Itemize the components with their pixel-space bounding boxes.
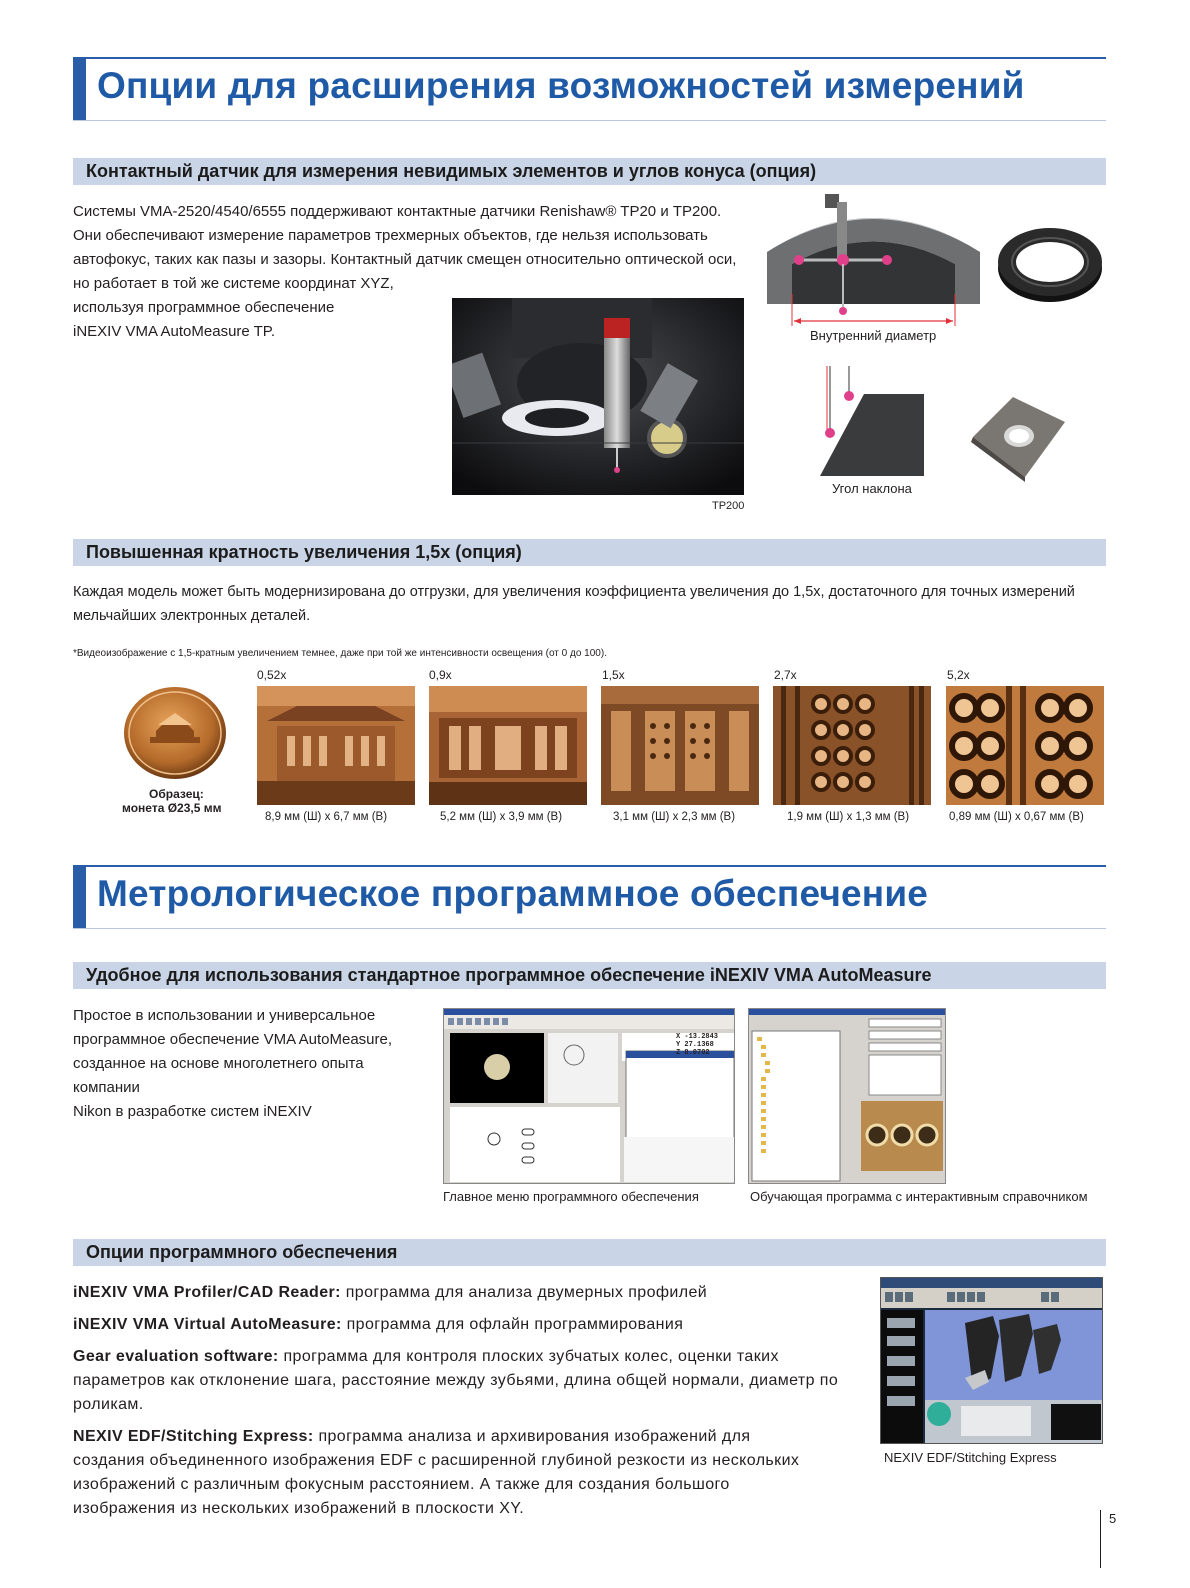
automeasure-line: созданное на основе многолетнего опыта компании xyxy=(73,1055,364,1096)
subheading-software-options xyxy=(73,1239,1106,1266)
seal-ring-photo xyxy=(995,220,1105,305)
magnified-image-15x xyxy=(601,686,759,805)
subheading-automeasure xyxy=(73,962,1106,989)
probe-line: но работает в той же системе координат XYZ, xyxy=(73,275,394,292)
option-text: программа для анализа двумерных профилей xyxy=(340,1284,708,1301)
zoom-line: Каждая модель может быть модернизирована до отгрузки, для увеличения коэффициента увеличения до 1,5x, достаточного для точных измерений xyxy=(73,584,1075,600)
readout-z-label: Z xyxy=(676,1049,681,1057)
mag-label: 5,2x xyxy=(947,668,970,682)
mag-dimension: 8,9 мм (Ш) x 6,7 мм (В) xyxy=(265,811,388,823)
main-menu-caption: Главное меню программного обеспечения xyxy=(443,1189,699,1204)
option-text: программа для контроля плоских зубчатых колес, оценки таких параметров как отклонение шага, расстояние между зубьями, длина общей нормали, диаметр по роликам. xyxy=(73,1348,839,1413)
angle-diagram xyxy=(816,366,924,476)
readout-x-value: -13.2843 xyxy=(684,1033,719,1041)
option-text: программа для офлайн программирования xyxy=(341,1316,684,1333)
title-accent-bar xyxy=(73,57,86,120)
tutorial-caption: Обучающая программа с интерактивным справочником xyxy=(750,1189,1088,1204)
option-gear-evaluation xyxy=(73,1345,843,1417)
mag-label: 2,7x xyxy=(774,668,797,682)
mag-label: 1,5x xyxy=(602,668,625,682)
option-profiler xyxy=(73,1281,863,1305)
readout-y-value: 27.1368 xyxy=(684,1041,714,1049)
tp200-caption: TP200 xyxy=(712,500,745,512)
metal-part-photo xyxy=(965,392,1070,482)
automeasure-line: программное обеспечение VMA AutoMeasure, xyxy=(73,1031,393,1048)
coordinate-readout xyxy=(676,1033,734,1057)
magnified-image-27x xyxy=(773,686,931,805)
edf-stitching-caption: NEXIV EDF/Stitching Express xyxy=(884,1450,1057,1465)
option-name: iNEXIV VMA Profiler/CAD Reader: xyxy=(73,1284,341,1301)
subheading-probe xyxy=(73,158,1106,185)
mag-dimension: 0,89 мм (Ш) x 0,67 мм (В) xyxy=(949,811,1084,823)
coin-sample-photo xyxy=(122,685,228,781)
probe-line: автофокус, таких как пазы и зазоры. Контактный датчик смещен относительно оптической оси, xyxy=(73,251,737,268)
section-title-text: Метрологическое программное обеспечение xyxy=(97,873,929,914)
inner-diameter-diagram xyxy=(765,194,982,326)
magnified-image-52x xyxy=(946,686,1104,805)
inner-diameter-caption: Внутренний диаметр xyxy=(810,328,937,343)
option-name: Gear evaluation software: xyxy=(73,1348,279,1365)
edf-stitching-screenshot xyxy=(880,1277,1103,1444)
readout-y-label: Y xyxy=(676,1041,681,1049)
magnified-image-052x xyxy=(257,686,415,805)
automeasure-line: Nikon в разработке систем iNEXIV xyxy=(73,1103,312,1120)
section-title-measurement-options xyxy=(73,57,1106,121)
tp200-photo xyxy=(452,298,744,495)
page-number-rule xyxy=(1100,1510,1101,1568)
subheading-zoom-text: Повышенная кратность увеличения 1,5x (опция) xyxy=(86,542,522,562)
option-name: NEXIV EDF/Stitching Express: xyxy=(73,1428,314,1445)
magnified-image-09x xyxy=(429,686,587,805)
probe-line: iNEXIV VMA AutoMeasure TP. xyxy=(73,323,276,340)
subheading-probe-text: Контактный датчик для измерения невидимых элементов и углов конуса (опция) xyxy=(86,161,817,181)
option-edf-stitching xyxy=(73,1425,818,1521)
automeasure-description xyxy=(73,1004,433,1124)
mag-label: 0,9x xyxy=(429,668,452,682)
mag-dimension: 5,2 мм (Ш) x 3,9 мм (В) xyxy=(440,811,563,823)
sample-label-2: монета Ø23,5 мм xyxy=(122,801,222,815)
page-number: 5 xyxy=(1109,1511,1117,1526)
automeasure-line: Простое в использовании и универсальное xyxy=(73,1007,376,1024)
section-title-software xyxy=(73,865,1106,929)
main-menu-screenshot xyxy=(443,1008,735,1184)
option-virtual-automeasure xyxy=(73,1313,863,1337)
subheading-zoom xyxy=(73,539,1106,566)
title-accent-bar xyxy=(73,865,86,928)
subheading-automeasure-text: Удобное для использования стандартное программное обеспечение iNEXIV VMA AutoMeasure xyxy=(86,965,932,985)
probe-line: используя программное обеспечение xyxy=(73,299,335,316)
zoom-description xyxy=(73,580,1113,628)
option-text: программа анализа и архивирования изображений для создания объединенного изображения EDF с расширенной глубиной резкости из нескольких изображений с различным фокусным расстоянием. А также для создания большого изображения из нескольких изображений в плоскости XY. xyxy=(73,1428,800,1517)
subheading-options-text: Опции программного обеспечения xyxy=(86,1242,398,1262)
readout-z-value: 8.0702 xyxy=(684,1049,710,1057)
readout-x-label: X xyxy=(676,1033,681,1041)
zoom-line: мельчайших электронных деталей. xyxy=(73,608,311,624)
tutorial-screenshot xyxy=(748,1008,946,1184)
mag-dimension: 3,1 мм (Ш) x 2,3 мм (В) xyxy=(613,811,736,823)
probe-line: Системы VMA-2520/4540/6555 поддерживают контактные датчики Renishaw® TP20 и TP200. xyxy=(73,203,722,220)
section-title-text: Опции для расширения возможностей измерений xyxy=(97,65,1025,106)
probe-line: Они обеспечивают измерение параметров трехмерных объектов, где нельзя использовать xyxy=(73,227,708,244)
mag-dimension: 1,9 мм (Ш) x 1,3 мм (В) xyxy=(787,811,910,823)
mag-label: 0,52x xyxy=(257,668,287,682)
angle-caption: Угол наклона xyxy=(832,481,912,496)
zoom-footnote: *Видеоизображение с 1,5-кратным увеличением темнее, даже при той же интенсивности освещения (от 0 до 100). xyxy=(73,648,607,659)
option-name: iNEXIV VMA Virtual AutoMeasure: xyxy=(73,1316,342,1333)
sample-label-1: Образец: xyxy=(149,787,204,801)
